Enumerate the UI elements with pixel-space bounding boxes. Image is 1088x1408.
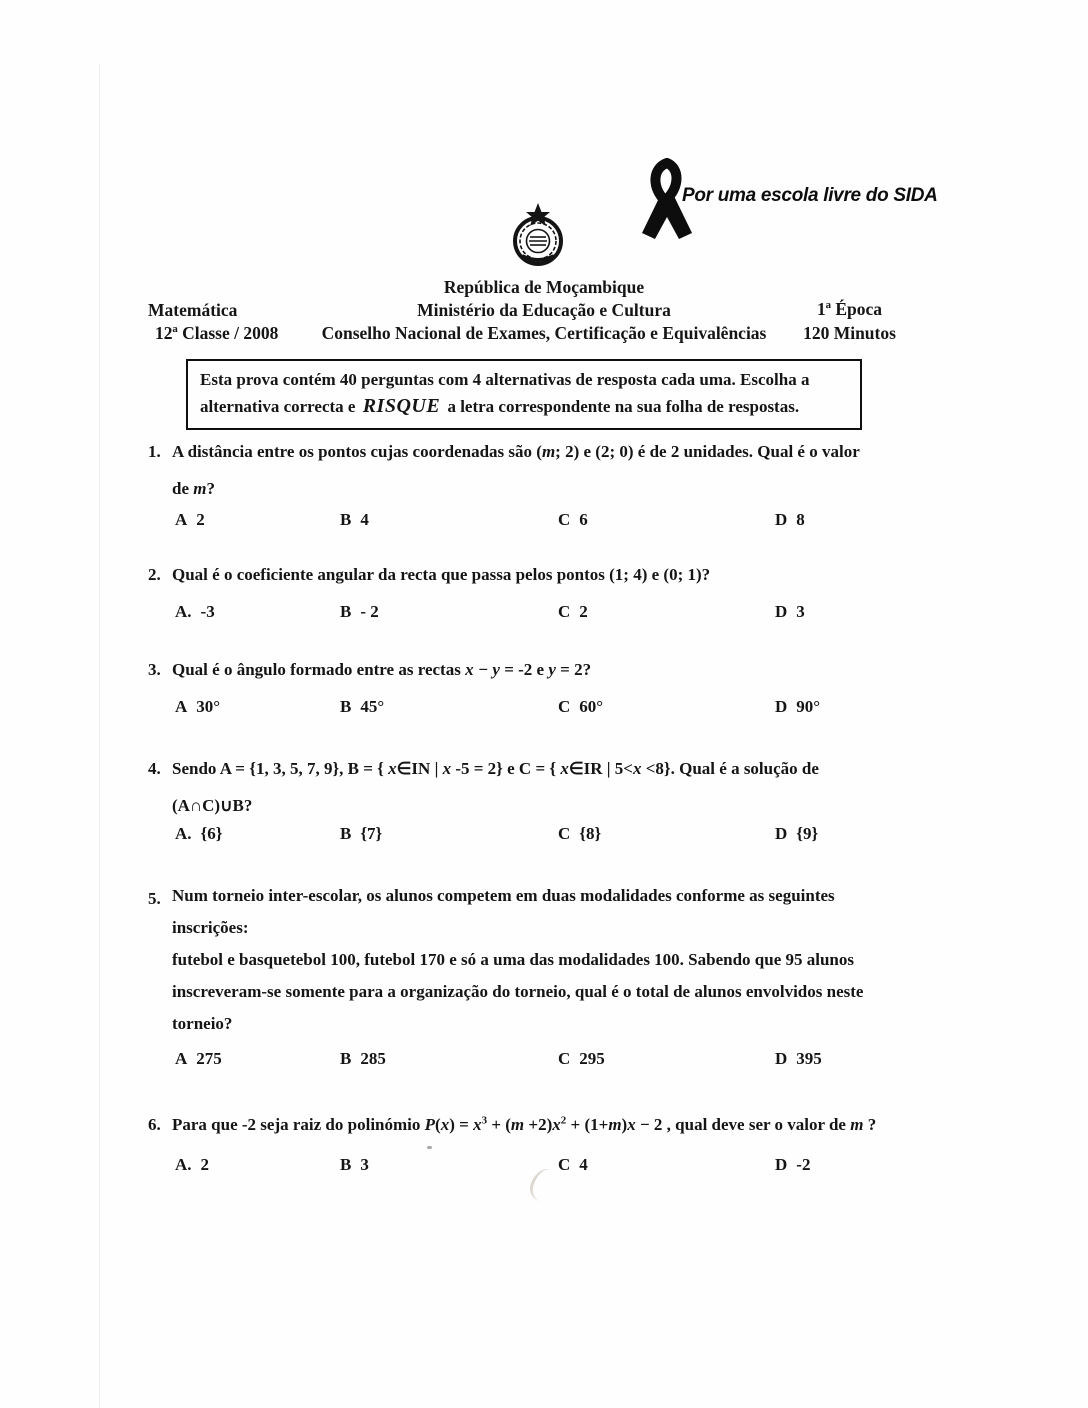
answer-options-row	[175, 1040, 960, 1077]
question-number: 1.	[148, 442, 161, 461]
answer-option	[340, 501, 558, 538]
text-run: inscreveram-se somente para a organização do torneio, qual é o total de alunos envolvidos neste	[172, 982, 864, 1001]
question-line	[172, 433, 960, 470]
text-run: x	[388, 759, 397, 778]
text-run: +2)	[524, 1115, 553, 1134]
answer-option	[558, 815, 775, 852]
text-run: m	[541, 442, 556, 461]
question-line	[172, 750, 960, 787]
text-run: )	[621, 1115, 628, 1134]
question-text	[172, 433, 960, 507]
answer-options-row	[175, 815, 960, 852]
text-run: x − y	[465, 660, 505, 679]
text-run: x	[560, 759, 569, 778]
option-value: 45°	[360, 697, 385, 716]
option-value: -3	[200, 602, 215, 621]
question-line	[172, 651, 960, 688]
option-value: 295	[579, 1049, 605, 1068]
answer-option	[175, 1146, 340, 1183]
question-2	[148, 556, 960, 630]
text-run: x	[442, 759, 452, 778]
option-letter: C	[558, 697, 571, 716]
option-letter: A.	[175, 1155, 192, 1174]
option-value: -2	[796, 1155, 811, 1174]
option-value: 395	[796, 1049, 822, 1068]
header-republic: República de Moçambique	[443, 277, 645, 297]
answer-options-row	[175, 593, 960, 630]
answer-option	[340, 815, 558, 852]
text-run: x	[627, 1115, 636, 1134]
text-run: <8}. Qual é a solução de	[641, 759, 819, 778]
text-run: -5 = 2} e C = {	[451, 759, 561, 778]
header-subject: Matemática	[148, 300, 238, 320]
text-run: = 2?	[560, 660, 592, 679]
option-letter: D	[775, 824, 788, 843]
option-value: 3	[360, 1155, 369, 1174]
header-right	[792, 297, 907, 345]
question-4	[148, 750, 960, 852]
text-run: Qual é o ângulo formado entre as rectas	[172, 660, 466, 679]
option-letter: B	[340, 1155, 352, 1174]
text-run: ?	[863, 1115, 877, 1134]
option-letter: C	[558, 510, 571, 529]
option-letter: D	[775, 510, 788, 529]
option-letter: C	[558, 602, 571, 621]
text-run: , qual deve ser o valor de	[666, 1115, 851, 1134]
answer-option	[175, 688, 340, 725]
question-number: 6.	[148, 1115, 161, 1134]
answer-option	[558, 1040, 775, 1077]
question-text	[172, 556, 960, 593]
header-ministry: Ministério da Educação e Cultura	[417, 300, 671, 320]
option-value: 4	[360, 510, 369, 529]
answer-option	[775, 501, 805, 538]
text-run: ?	[206, 479, 215, 498]
text-run: A distância entre os pontos cujas coordenadas são (	[172, 442, 542, 461]
text-run: e	[536, 660, 549, 679]
text-run: (	[435, 1115, 441, 1134]
header-class-year: 12ª Classe / 2008	[155, 323, 279, 343]
text-run: ) =	[449, 1115, 474, 1134]
option-letter: B	[340, 824, 352, 843]
text-run: P	[424, 1115, 436, 1134]
option-value: {8}	[579, 824, 602, 843]
option-letter: C	[558, 824, 571, 843]
text-run: Para que -2 seja raiz do polinómio	[172, 1115, 425, 1134]
option-letter: D	[775, 697, 788, 716]
question-line	[172, 1008, 960, 1040]
question-line	[172, 556, 960, 593]
option-value: 8	[796, 510, 805, 529]
answer-option	[175, 593, 340, 630]
option-value: 3	[796, 602, 805, 621]
option-value: 90°	[796, 697, 821, 716]
header-duration: 120 Minutos	[803, 323, 896, 343]
answer-option	[775, 593, 805, 630]
exponent: 3	[481, 1114, 488, 1127]
question-line	[172, 976, 960, 1008]
header-council: Conselho Nacional de Exames, Certificação e Equivalências	[321, 323, 767, 343]
answer-option	[558, 1146, 775, 1183]
option-letter: B	[340, 697, 352, 716]
scan-speck	[427, 1146, 432, 1149]
answer-options-row	[175, 501, 960, 538]
question-number: 3.	[148, 660, 161, 679]
answer-option	[558, 688, 775, 725]
option-letter: C	[558, 1049, 571, 1068]
text-run: ∈IN |	[396, 759, 443, 778]
option-value: 4	[579, 1155, 588, 1174]
national-emblem-icon	[510, 202, 566, 270]
aids-awareness-banner	[628, 158, 938, 268]
option-value: 2	[579, 602, 588, 621]
text-run: x	[632, 759, 642, 778]
text-run: m	[510, 1115, 525, 1134]
question-1	[148, 433, 960, 538]
text-run: torneio?	[172, 1014, 233, 1033]
text-run: + (	[487, 1115, 511, 1134]
option-value: 30°	[196, 697, 221, 716]
option-value: {7}	[360, 824, 383, 843]
text-run: de	[172, 479, 194, 498]
question-line	[172, 880, 960, 912]
option-letter: A.	[175, 824, 192, 843]
question-line	[172, 1106, 960, 1143]
question-text	[172, 750, 960, 824]
question-number: 2.	[148, 565, 161, 584]
option-value: {9}	[796, 824, 819, 843]
option-value: {6}	[200, 824, 223, 843]
option-letter: D	[775, 1049, 788, 1068]
question-line	[172, 912, 960, 944]
option-value: 60°	[579, 697, 604, 716]
instruction-line-1: Esta prova contém 40 perguntas com 4 alternativas de resposta cada uma. Escolha a	[200, 370, 810, 389]
option-letter: A	[175, 697, 188, 716]
text-run: + (1+	[566, 1115, 609, 1134]
answer-option	[340, 688, 558, 725]
header-epoch: 1ª Época	[816, 299, 883, 319]
answer-option	[775, 1040, 822, 1077]
answer-options-row	[175, 688, 960, 725]
answer-option	[775, 1146, 810, 1183]
question-line	[172, 944, 960, 976]
question-number: 4.	[148, 759, 161, 778]
answer-option	[340, 1040, 558, 1077]
question-number: 5.	[148, 889, 161, 908]
instruction-emphasis: RISQUE	[362, 395, 441, 417]
text-run: m	[850, 1115, 864, 1134]
answer-option	[175, 1040, 340, 1077]
text-run: ∈IR | 5<	[568, 759, 633, 778]
option-letter: A	[175, 510, 188, 529]
option-letter: A.	[175, 602, 192, 621]
question-text	[172, 1106, 960, 1143]
answer-option	[340, 593, 558, 630]
option-value: 275	[196, 1049, 222, 1068]
answer-option	[340, 1146, 558, 1183]
option-value: 6	[579, 510, 588, 529]
answer-option	[775, 815, 818, 852]
answer-option	[775, 688, 820, 725]
option-value: 2	[196, 510, 205, 529]
option-value: 2	[200, 1155, 210, 1174]
text-run: inscrições:	[172, 918, 249, 937]
option-letter: D	[775, 602, 788, 621]
instruction-line-2	[200, 393, 852, 420]
option-letter: B	[340, 602, 352, 621]
question-text	[172, 651, 960, 688]
banner-slogan: Por uma escola livre do SIDA	[682, 185, 938, 206]
text-run: x	[440, 1115, 450, 1134]
text-run: m	[608, 1115, 622, 1134]
text-run: Sendo A = {1, 3, 5, 7, 9}, B = {	[172, 759, 389, 778]
question-3	[148, 651, 960, 725]
instruction-box	[186, 359, 862, 430]
text-run: Num torneio inter-escolar, os alunos competem em duas modalidades conforme as seguintes	[172, 886, 835, 905]
exponent: 2	[560, 1114, 567, 1127]
answer-option	[558, 593, 775, 630]
answer-option	[175, 815, 340, 852]
text-run: = -2	[504, 660, 537, 679]
answer-options-row	[175, 1146, 960, 1183]
option-letter: C	[558, 1155, 571, 1174]
text-run: (A∩C)∪B?	[172, 796, 253, 815]
option-letter: D	[775, 1155, 788, 1174]
instruction-line2-post: a letra correspondente na sua folha de respostas.	[443, 397, 800, 416]
option-value: - 2	[360, 602, 379, 621]
option-letter: B	[340, 510, 352, 529]
question-5	[148, 880, 960, 1077]
text-run: ; 2) e (2; 0) é de 2 unidades. Qual é o valor	[555, 442, 860, 461]
question-text	[172, 880, 960, 1040]
text-run: x	[552, 1115, 561, 1134]
instruction-line2-pre: alternativa correcta e	[200, 397, 360, 416]
text-run: − 2	[635, 1115, 667, 1134]
option-letter: A	[175, 1049, 188, 1068]
text-run: y	[548, 660, 561, 679]
option-value: 285	[360, 1049, 386, 1068]
text-run: x	[473, 1115, 482, 1134]
answer-option	[175, 501, 340, 538]
text-run: futebol e basquetebol 100, futebol 170 e só a uma das modalidades 100. Sabendo que 95 alunos	[172, 950, 855, 969]
text-run: m	[193, 479, 207, 498]
option-letter: B	[340, 1049, 352, 1068]
text-run: Qual é o coeficiente angular da recta que passa pelos pontos (1; 4) e (0; 1)?	[172, 565, 711, 584]
answer-option	[558, 501, 775, 538]
scan-page-edge	[99, 64, 100, 1408]
